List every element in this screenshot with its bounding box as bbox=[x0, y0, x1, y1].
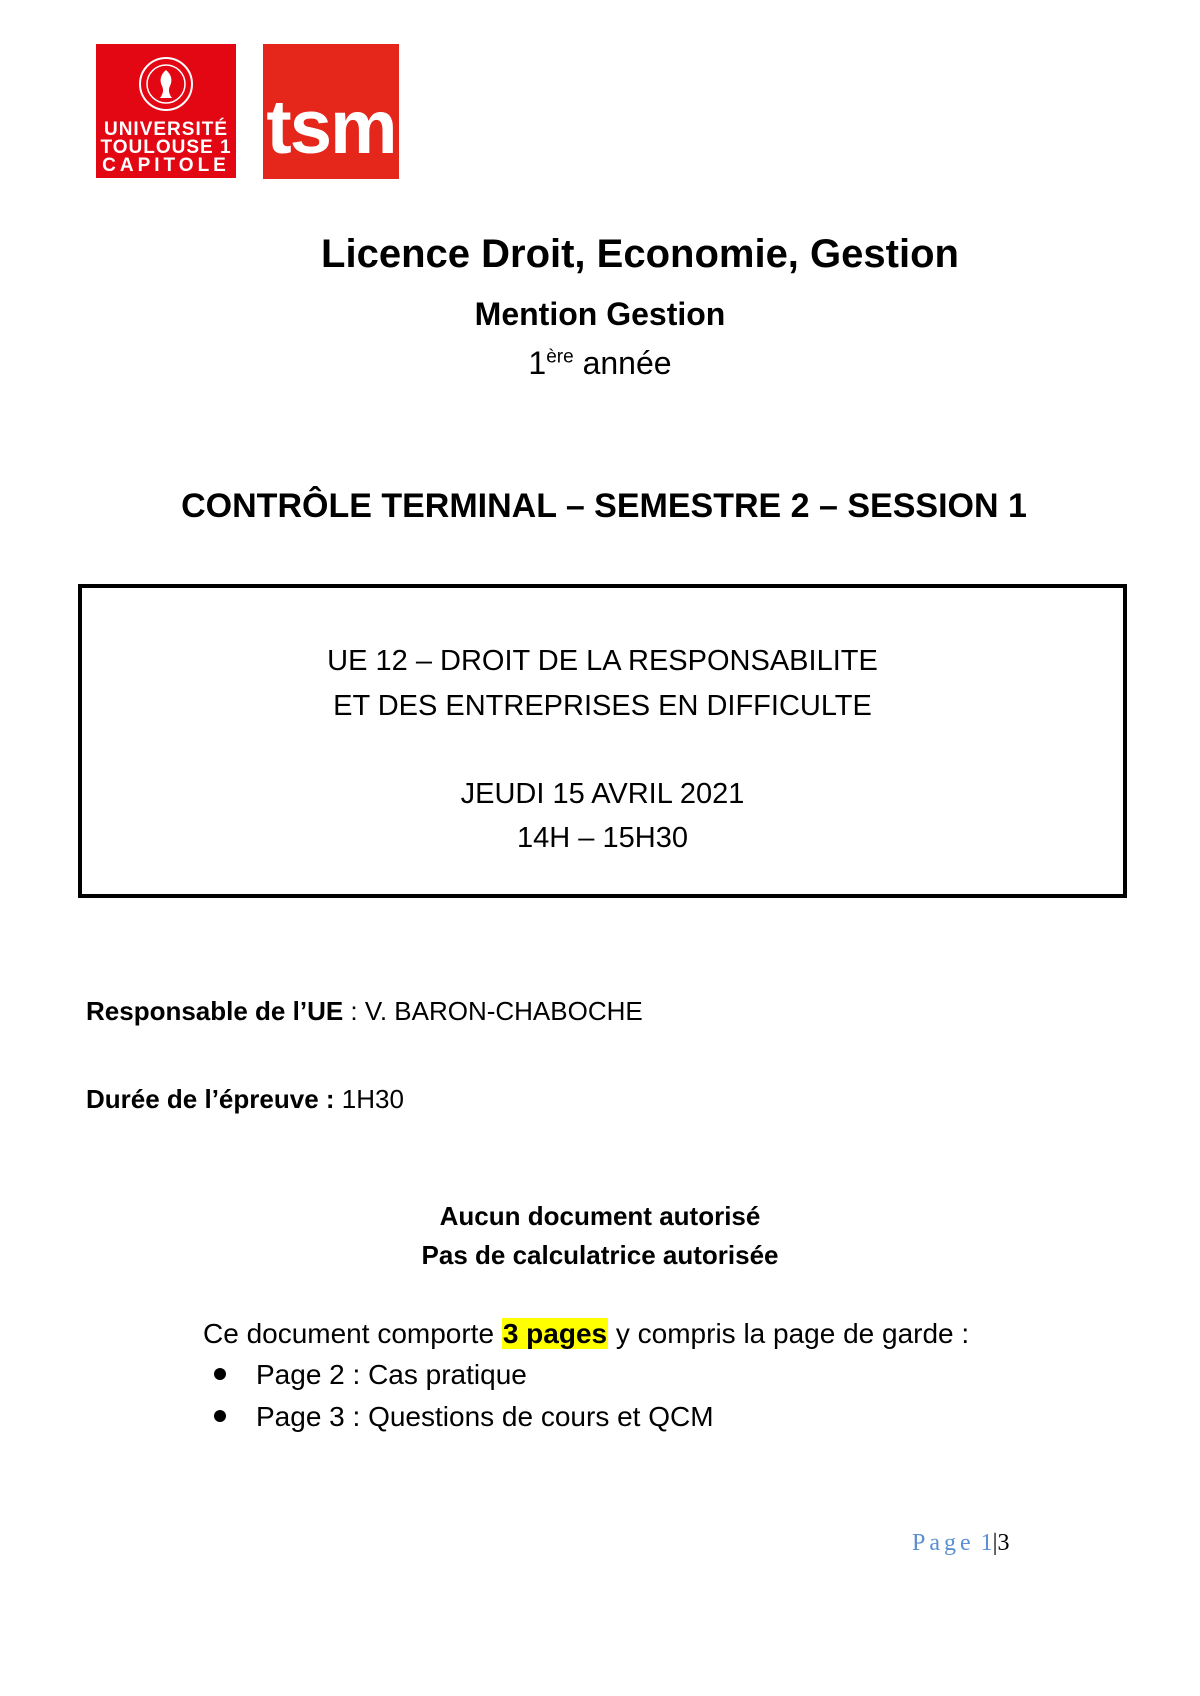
licence-title: Licence Droit, Economie, Gestion bbox=[321, 232, 959, 276]
duree-line bbox=[86, 1084, 404, 1115]
responsable-line bbox=[86, 996, 643, 1027]
pages-intro bbox=[203, 1318, 969, 1350]
pages-count-highlight: 3 pages bbox=[502, 1318, 608, 1349]
page-total: 3 bbox=[997, 1530, 1010, 1556]
duree-value: 1H30 bbox=[334, 1084, 404, 1114]
pages-intro-before: Ce document comporte bbox=[203, 1318, 502, 1349]
bullet-icon bbox=[214, 1368, 226, 1380]
university-name-line-1: UNIVERSITÉ bbox=[103, 119, 229, 140]
university-name-line-2: TOULOUSE 1 bbox=[100, 137, 232, 158]
responsable-value: V. BARON-CHABOCHE bbox=[364, 996, 643, 1026]
year-number: 1 bbox=[528, 345, 547, 381]
university-logo bbox=[96, 44, 236, 178]
duree-label: Durée de l’épreuve : bbox=[86, 1084, 335, 1114]
list-item-text: Page 2 : Cas pratique bbox=[256, 1359, 527, 1390]
university-seal-icon bbox=[138, 56, 194, 112]
exam-details-box bbox=[78, 584, 1127, 898]
page-word: Page bbox=[912, 1530, 975, 1556]
bullet-icon bbox=[214, 1410, 226, 1422]
year-title bbox=[460, 345, 740, 382]
exam-date: JEUDI 15 AVRIL 2021 bbox=[460, 778, 745, 810]
tsm-logo-text: tsm bbox=[266, 85, 396, 170]
mention-title: Mention Gestion bbox=[474, 296, 726, 332]
list-item bbox=[214, 1401, 714, 1433]
ue-line-1: UE 12 – DROIT DE LA RESPONSABILITE bbox=[327, 645, 878, 677]
ue-line-2: ET DES ENTREPRISES EN DIFFICULTE bbox=[333, 690, 872, 722]
page-separator: | bbox=[992, 1530, 998, 1556]
tsm-logo bbox=[263, 44, 399, 179]
responsable-separator: : bbox=[343, 996, 365, 1026]
year-word: année bbox=[582, 345, 672, 381]
page-number bbox=[912, 1530, 1009, 1557]
responsable-label: Responsable de l’UE bbox=[86, 996, 344, 1026]
exam-title: CONTRÔLE TERMINAL – SEMESTRE 2 – SESSION 1 bbox=[181, 487, 1027, 525]
pages-intro-after: y compris la page de garde : bbox=[608, 1318, 970, 1349]
no-calculator-note: Pas de calculatrice autorisée bbox=[421, 1240, 779, 1270]
list-item-text: Page 3 : Questions de cours et QCM bbox=[256, 1401, 714, 1432]
university-name-line-3: CAPITOLE bbox=[102, 155, 230, 176]
page-current: 1 bbox=[980, 1530, 993, 1556]
list-item bbox=[214, 1359, 527, 1391]
exam-time: 14H – 15H30 bbox=[517, 822, 688, 854]
year-superscript: ère bbox=[546, 346, 574, 368]
no-documents-note: Aucun document autorisé bbox=[439, 1201, 761, 1231]
